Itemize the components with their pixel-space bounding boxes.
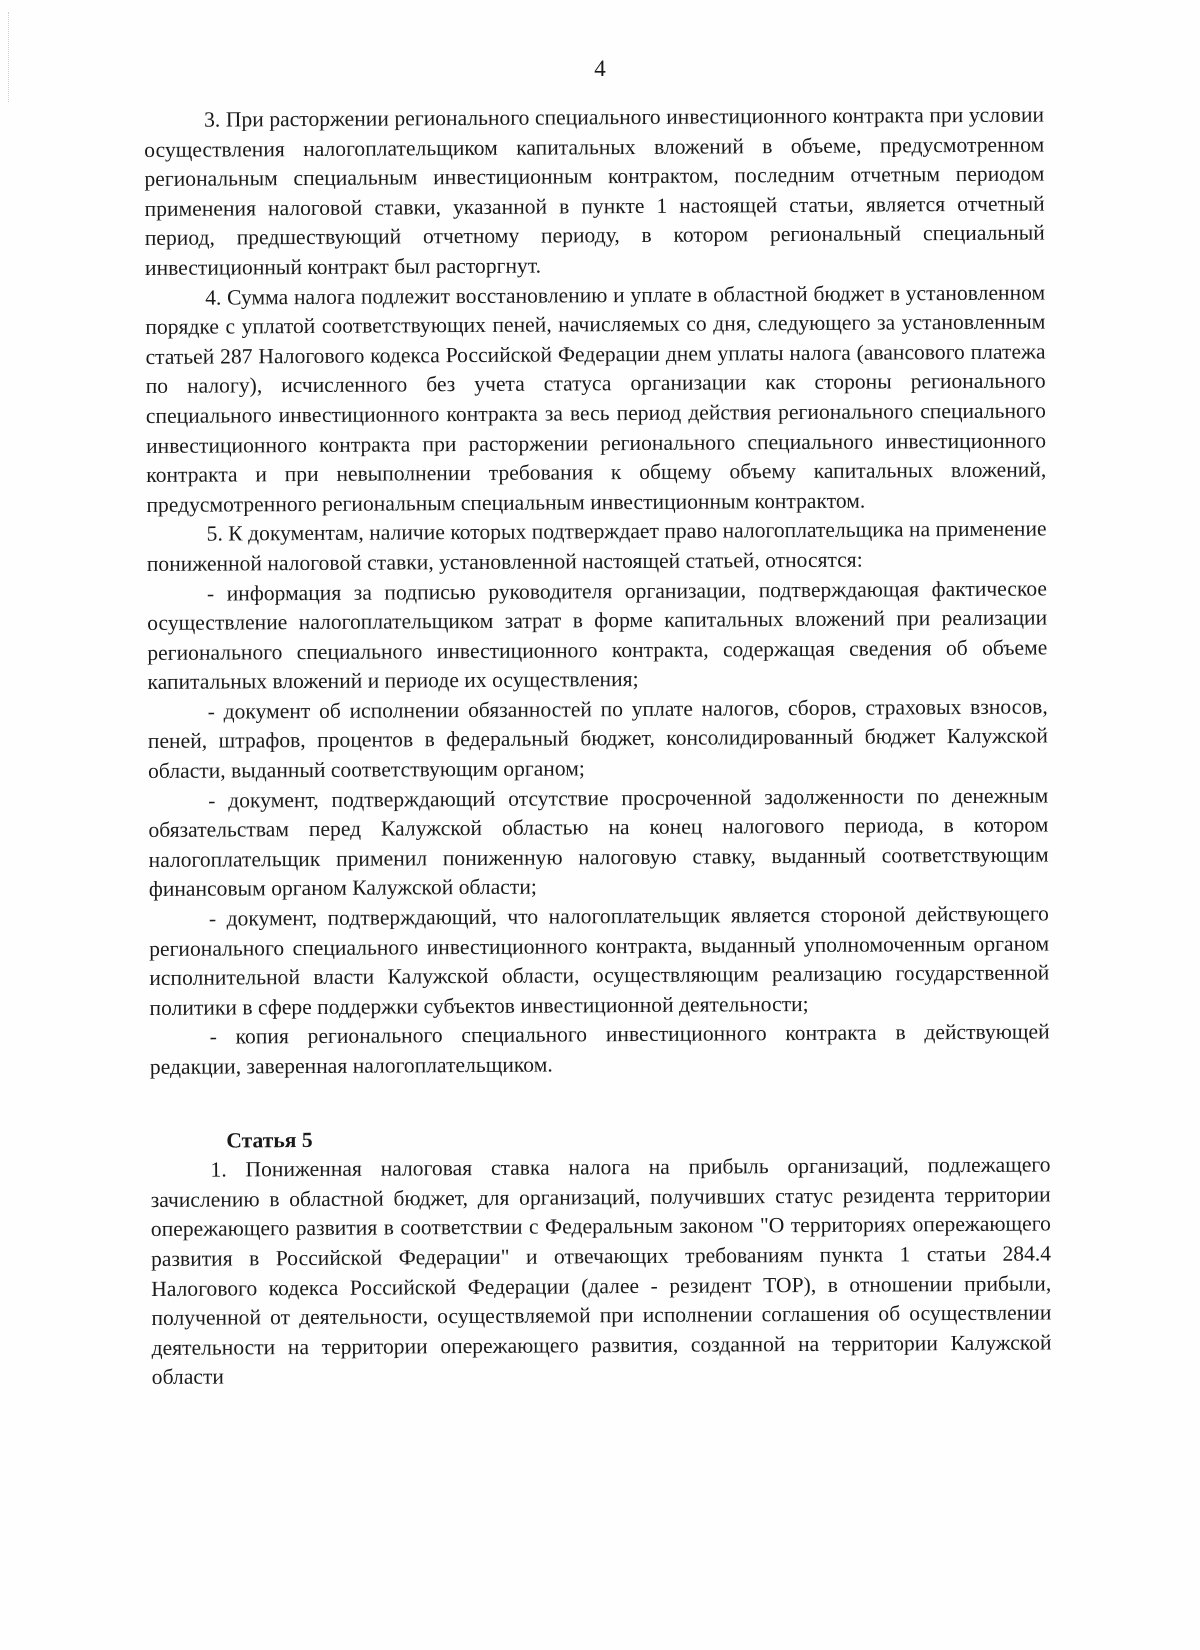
paragraph-3: 3. При расторжении регионального специального инвестиционного контракта при условии осуществления налогоплательщиком капитальных вложений в объеме, предусмотренном региональным специальным инвестиционным контрактом, последним отчетным периодом применения налоговой ставки, указанной в пункте 1 настоящей статьи, является отчетный период, предшествующий отчетному периоду, в котором региональный специальный инвестиционный контракт был расторгнут. — [144, 102, 1045, 280]
list-item-no-overdue-debt-document: - документ, подтверждающий отсутствие просроченной задолженности по денежным обязательствам перед Калужской областью на конец налогового периода, в котором налогоплательщик применил пониженную налоговую ставку, выданный соответствующим финансовым органом Калужской области; — [148, 783, 1049, 902]
article-5-title: Статья 5 — [226, 1127, 313, 1153]
article-5-paragraph-1: 1. Пониженная налоговая ставка налога на прибыль организаций, подлежащего зачислению в областной бюджет, для организаций, получивших статус резидента территории опережающего развития в соответствии с Федеральным законом "О территориях опережающего развития в Российской Федерации" и отвечающих требованиям пункта 1 статьи 284.4 Налогового кодекса Российской Федерации (далее - резидент ТОР), в отношении прибыли, полученной от деятельности, осуществляемой при исполнении соглашения об осуществлении деятельности на территории опережающего развития, созданной на территории Калужской области — [150, 1152, 1052, 1390]
list-item-contract-party-document: - документ, подтверждающий, что налогоплательщик является стороной действующего регионального специального инвестиционного контракта, выданный уполномоченным органом исполнительной власти Калужской области, осуществляющим реализацию государственной политики в сфере поддержки субъектов инвестиционной деятельности; — [149, 901, 1050, 1020]
list-item-capital-investment-info: - информация за подписью руководителя организации, подтверждающая фактическое осуществление налогоплательщиком затрат в форме капитальных вложений при реализации регионального специального инвестиционного контракта, содержащая сведения об объеме капитальных вложений и периоде их осуществления; — [147, 575, 1048, 695]
paragraph-5: 5. К документам, наличие которых подтверждает право налогоплательщика на применение пониженной налоговой ставки, установленной настоящей статьей, относятся: — [146, 516, 1047, 576]
list-item-tax-obligations-document: - документ об исполнении обязанностей по уплате налогов, сборов, страховых взносов, пеней, штрафов, процентов в федеральный бюджет, консолидированный бюджет Калужской области, выданный соответствующим органом; — [147, 694, 1048, 784]
page-number: 4 — [594, 56, 606, 81]
paragraph-4: 4. Сумма налога подлежит восстановлению и уплате в областной бюджет в установленном порядке с уплатой соответствующих пеней, начисляемых со дня, следующего за установленным статьей 287 Налогового кодекса Российской Федерации днем уплаты налога (авансового платежа по налогу), исчисленного без учета статуса организации как стороны регионального специального инвестиционного контракта за весь период действия регионального специального инвестиционного контракта при расторжении регионального специального инвестиционного контракта и при невыполнении требования к общему объему капитальных вложений, предусмотренного региональным специальным инвестиционным контрактом. — [145, 280, 1047, 517]
document-body — [144, 101, 1052, 1393]
list-item-contract-copy: - копия регионального специального инвестиционного контракта в действующей редакции, заверенная налогоплательщиком. — [149, 1019, 1050, 1079]
